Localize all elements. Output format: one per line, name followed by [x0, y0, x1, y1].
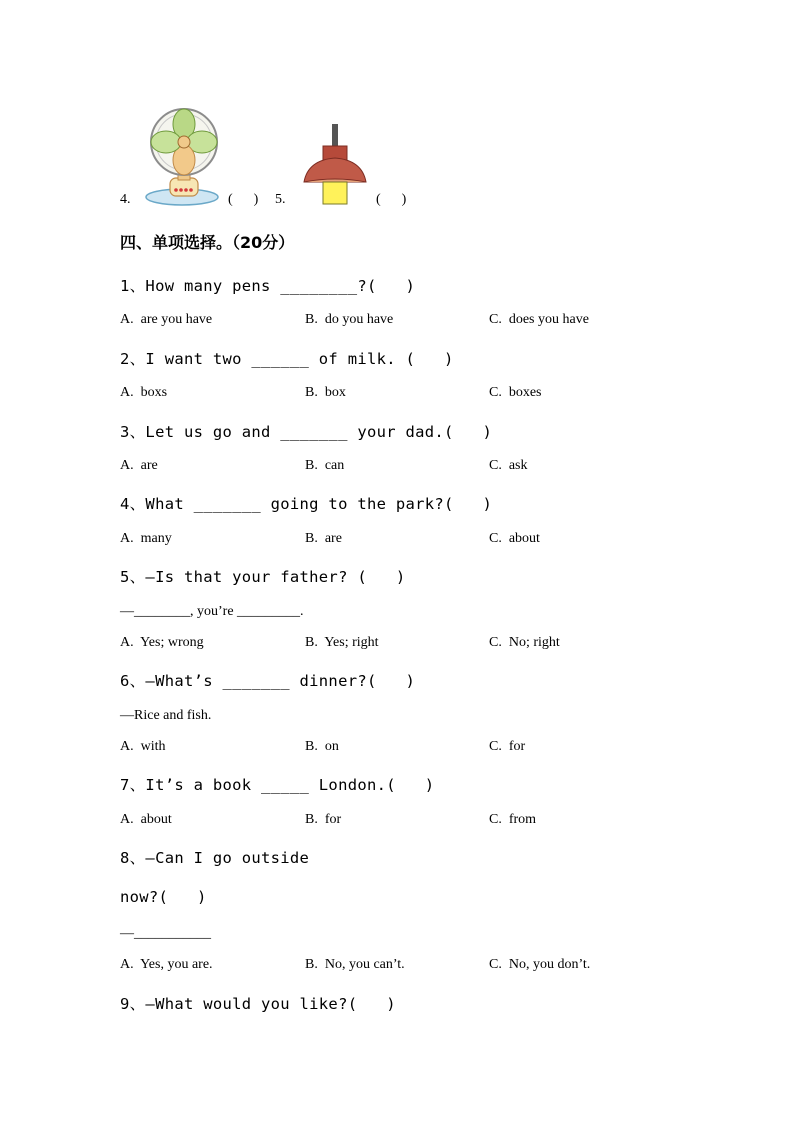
- option-1a: A. are you have: [120, 312, 213, 327]
- question-6: 6、—What’s _______ dinner?( ): [120, 672, 416, 690]
- item-4-number: 4.: [120, 192, 131, 207]
- option-8b: B. No, you can’t.: [305, 957, 405, 972]
- option-2b: B. box: [305, 385, 346, 400]
- ceiling-lamp-icon: [298, 124, 372, 208]
- option-3b: B. can: [305, 458, 345, 473]
- question-1: 1、How many pens ________?( ): [120, 277, 416, 295]
- option-7a: A. about: [120, 812, 172, 827]
- question-4: 4、What _______ going to the park?( ): [120, 495, 493, 513]
- option-1c: C. does you have: [489, 312, 589, 327]
- item-5-answer-paren: ( ): [376, 192, 407, 207]
- option-3a: A. are: [120, 458, 158, 473]
- option-6a: A. with: [120, 739, 166, 754]
- question-8-answer-line: —___________: [120, 926, 211, 941]
- option-5c: C. No; right: [489, 635, 560, 650]
- option-7c: C. from: [489, 812, 537, 827]
- question-3: 3、Let us go and _______ your dad.( ): [120, 423, 493, 441]
- question-2: 2、I want two ______ of milk. ( ): [120, 350, 454, 368]
- option-4c: C. about: [489, 531, 540, 546]
- option-1b: B. do you have: [305, 312, 394, 327]
- option-5b: B. Yes; right: [305, 635, 379, 650]
- option-4a: A. many: [120, 531, 172, 546]
- question-6-answer-line: —Rice and fish.: [120, 708, 212, 723]
- section-title: 四、单项选择。（20分）: [120, 233, 295, 252]
- option-8c: C. No, you don’t.: [489, 957, 591, 972]
- item-4-answer-paren: ( ): [228, 192, 259, 207]
- option-2c: C. boxes: [489, 385, 542, 400]
- question-7: 7、It’s a book _____ London.( ): [120, 776, 435, 794]
- option-3c: C. ask: [489, 458, 528, 473]
- picture-row: [0, 100, 794, 220]
- question-8: 8、—Can I go outside: [120, 849, 310, 867]
- option-8a: A. Yes, you are.: [120, 957, 213, 972]
- option-4b: B. are: [305, 531, 342, 546]
- question-5: 5、—Is that your father? ( ): [120, 568, 406, 586]
- question-5-answer-line: —________, you’re _________.: [120, 604, 304, 619]
- option-2a: A. boxs: [120, 385, 168, 400]
- option-7b: B. for: [305, 812, 342, 827]
- option-5a: A. Yes; wrong: [120, 635, 204, 650]
- electric-fan-icon: [142, 106, 226, 208]
- option-6c: C. for: [489, 739, 526, 754]
- question-9: 9、—What would you like?( ): [120, 995, 396, 1013]
- option-6b: B. on: [305, 739, 339, 754]
- question-8-continued: now?( ): [120, 888, 207, 906]
- item-5-number: 5.: [275, 192, 286, 207]
